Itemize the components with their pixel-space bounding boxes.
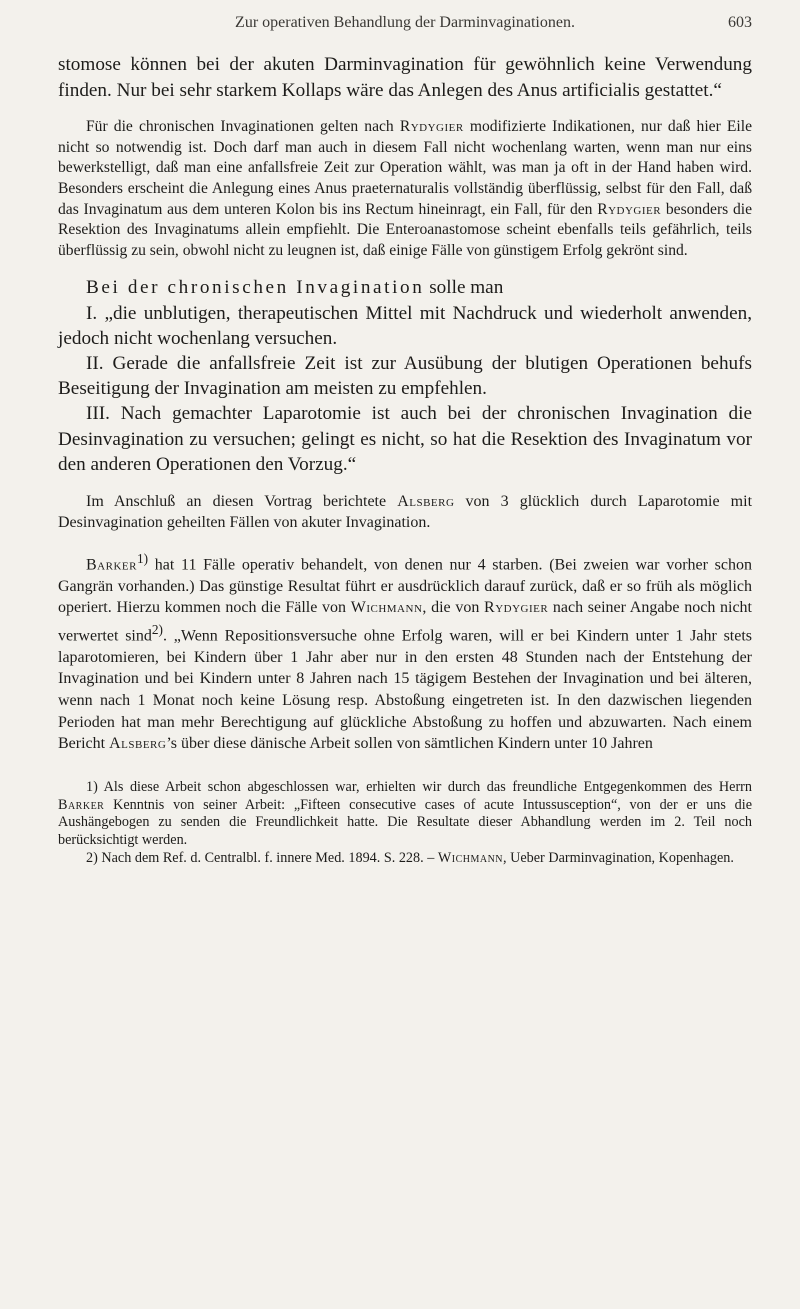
paragraph-chronic-indications: Für die chronischen Invaginationen gelten nach Rydygier modifizierte Indikationen, nur daß hier Eile nicht so notwendig ist. Doch darf man auch in diesem Fall nicht wochenlang warten, wenn man nur eins bewerkstelligt, daß man eine anfallsfreie Zeit zur Operation wählt, was man ja oft in der Hand haben wird. Besonders erscheint die Anlegung eines Anus praeternaturalis vollständig überflüssig, selbst für den Fall, daß das Invaginatum aus dem unteren Kolon bis ins Rectum hineinragt, ein Fall, für den Rydygier besonders die Resektion des Invaginatums allein empfiehlt. Die Enteroanastomose scheint ebenfalls teils gefährlich, teils überflüssig zu sein, obwohl nicht zu leugnen ist, daß einige Fälle von günstigem Erfolg gekrönt sind. [58,118,753,259]
footnote-marker: 1) [136,550,149,566]
section-recommendations [58,275,752,477]
author-name: Barker [58,796,105,813]
author-name: Rydygier [399,118,464,136]
author-name: Alsberg [109,735,167,753]
section-barker [58,548,752,755]
paragraph-alsberg: Im Anschluß an diesen Vortrag berichtete Alsberg von 3 glücklich durch Laparotomie mit Desinvagination geheilten Fällen von akuter Invagination. [58,492,753,532]
section-alsberg [58,491,752,534]
footnotes [58,779,752,868]
recommendation-heading: Bei der chronischen Invagination solle man [86,277,504,299]
paragraph-continuation: stomose können bei der akuten Darminvagination für gewöhnlich keine Verwendung finden. Nur bei sehr starkem Kollaps wäre das Anlegen des Anus artificialis gestattet.“ [58,54,752,101]
recommendation-item: I. „die unblutigen, therapeutischen Mittel mit Nachdruck und wiederholt anwenden, jedoch nicht wochenlang versuchen. [58,302,752,349]
page-number: 603 [728,14,752,31]
author-name: Rydygier [484,599,549,617]
footnote-1: 1) Als diese Arbeit schon abgeschlossen war, erhielten wir durch das freundliche Entgegenkommen des Herrn Barker Kenntnis von seiner Arbeit: „Fifteen consecutive cases of acute Intussusception“, von der er uns die Aushängebogen zu senden die Freundlichkeit hatte. Die Resultate dieser Abhandlung werden im 2. Teil noch berücksichtigt werden. [58,778,752,849]
author-name: Alsberg [397,492,455,510]
main-text [58,52,752,868]
author-name: Wichmann [350,599,423,617]
author-name: Barker [86,556,137,574]
author-name: Wichmann [437,849,504,866]
running-title: Zur operativen Behandlung der Darminvaginationen. [235,14,575,31]
running-header [58,14,752,38]
recommendation-item: III. Nach gemachter Laparotomie ist auch bei der chronischen Invagination die Desinvagination zu versuchen; gelingt es nicht, so hat die Resektion des Invaginatum vor den anderen Operationen den Vorzug.“ [58,403,752,475]
footnote-marker: 2) [151,621,163,637]
paragraph-barker: Barker$^{1)}$ hat 11 Fälle operativ behandelt, von denen nur 4 starben. (Bei zweien war vorher schon Gangrän vorhanden.) Das günstige Resultat führt er ausdrücklich darauf zurück, daß er so früh als möglich operiert. Hierzu kommen noch die Fälle von Wichmann, die von Rydygier nach seiner Angabe noch nicht verwertet sind$^{2)}$. „Wenn Repositionsversuche ohne Erfolg waren, will er bei Kindern unter 1 Jahr stets laparotomieren, bei Kindern über 1 Jahr aber nur in den ersten 48 Stunden nach der Entstehung der Invagination und bei Kindern unter 8 Jahren nach 15 tägigem Bestehen der Invagination und bei älteren, wenn nach 1 Monat noch keine Lösung resp. Abstoßung eingetreten ist. In den dazwischen liegenden Perioden hat man mehr Berechtigung auf glückliche Abstoßung zu hoffen und abzuwarten. Nach einem Bericht Alsberg’s über diese dänische Arbeit sollen von sämtlichen Kindern unter 10 Jahren [58,550,753,753]
section-rydygier [58,117,752,261]
author-name: Rydygier [597,200,662,218]
recommendation-item: II. Gerade die anfallsfreie Zeit ist zur Ausübung der blutigen Operationen behufs Beseitigung der Invagination am meisten zu empfehlen. [58,352,752,400]
footnote-2: 2) Nach dem Ref. d. Centralbl. f. innere Med. 1894. S. 228. – Wichmann, Ueber Darminvagination, Kopenhagen. [86,849,734,866]
